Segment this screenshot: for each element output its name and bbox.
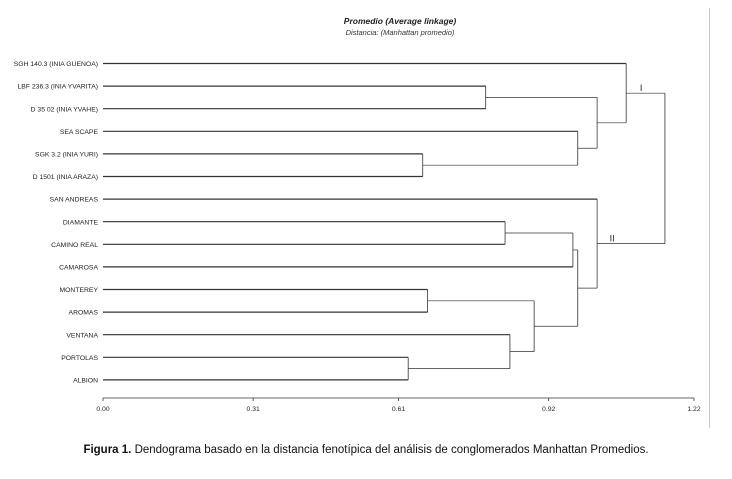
figure-caption [0,444,732,456]
caption-label: Figura 1. [83,444,132,456]
cluster-label: II [609,233,615,244]
caption-text: Dendograma basado en la distancia fenotípica del análisis de conglomerados Manhattan Promedios. [131,444,649,456]
chart-subtitle: Distancia: (Manhattan promedio) [345,28,455,37]
leaf-label: SAN ANDREAS [49,196,98,204]
cluster-label: I [639,83,643,94]
leaf-label: AROMAS [68,309,98,317]
leaf-label: LBF 236.3 (INIA YVARITA) [17,83,98,91]
x-tick-label: 0.00 [96,406,110,413]
leaf-label: DIAMANTE [62,219,98,227]
x-tick-label: 0.92 [542,406,556,413]
leaf-label: VENTANA [66,332,98,340]
leaf-label: D 1501 (INIA ARAZA) [32,174,98,182]
chart-title: Promedio (Average linkage) [343,16,457,26]
leaf-label: PORTOLAS [61,354,98,362]
leaf-label: SGH 140.3 (INIA GUENOA) [13,61,98,69]
leaf-label: ALBION [73,377,98,385]
leaf-label: SGK 3.2 (INIA YURI) [35,151,98,159]
x-tick-label: 0.61 [391,406,406,413]
leaf-label: D 35 02 (INIA YVAHE) [30,106,98,114]
leaf-label: SEA SCAPE [59,128,98,136]
leaf-label: CAMAROSA [59,264,98,272]
chart-frame-line [709,8,710,428]
leaf-label: MONTEREY [59,287,98,295]
x-tick-label: 0.31 [246,406,260,413]
x-tick-label: 1.22 [687,406,701,413]
leaf-label: CAMINO REAL [51,241,98,249]
